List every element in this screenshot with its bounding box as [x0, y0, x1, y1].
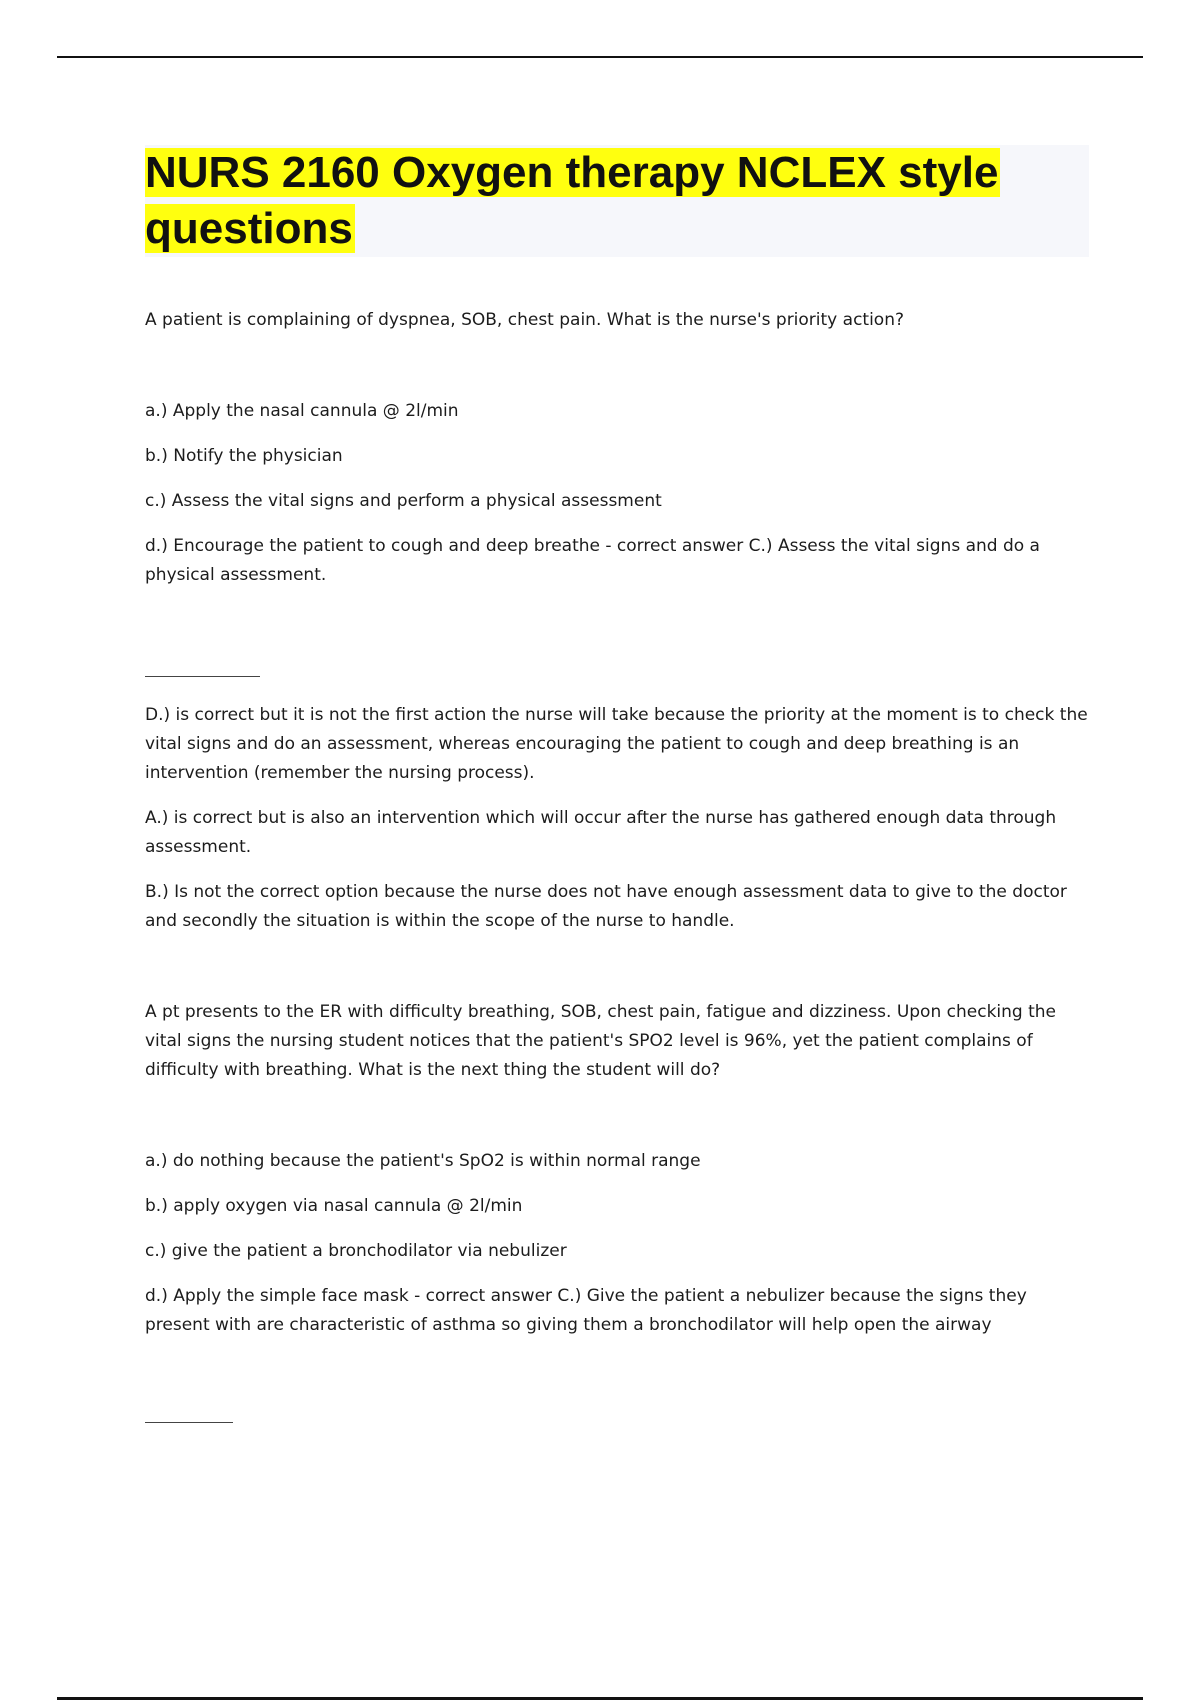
question-2-option-d-answer: d.) Apply the simple face mask - correct answer C.) Give the patient a nebulizer because the signs they present with are characteristic of asthma so giving them a bronchodilator will help open the airway [145, 1286, 1027, 1335]
separator-line-1 [145, 676, 260, 677]
document-body [145, 145, 1089, 1423]
question-1-rationale-a: A.) is correct but is also an intervention which will occur after the nurse has gathered enough data through assessment. [145, 808, 1057, 857]
question-1-option-d-answer: d.) Encourage the patient to cough and deep breathe - correct answer C.) Assess the vital signs and do a physical assessment. [145, 536, 1040, 585]
document-title [145, 145, 1089, 257]
question-1-option-b: b.) Notify the physician [145, 446, 343, 466]
title-block [145, 145, 1089, 257]
page-top-rule [57, 56, 1143, 58]
separator-line-2 [145, 1422, 233, 1423]
question-2-stem: A pt presents to the ER with difficulty breathing, SOB, chest pain, fatigue and dizziness. Upon checking the vital signs the nursing student notices that the patient's SPO2 level is 96%, yet the patient complains of difficulty with breathing. What is the next thing the student will do? [145, 1002, 1057, 1080]
question-2-option-b: b.) apply oxygen via nasal cannula @ 2l/min [145, 1196, 523, 1216]
question-2-option-a: a.) do nothing because the patient's SpO2 is within normal range [145, 1151, 701, 1171]
question-1-rationale-d: D.) is correct but it is not the first action the nurse will take because the priority at the moment is to check the vital signs and do an assessment, whereas encouraging the patient to cough and deep breathing is an intervention (remember the nursing process). [145, 705, 1088, 783]
question-1-option-a: a.) Apply the nasal cannula @ 2l/min [145, 401, 459, 421]
question-1-rationale-b: B.) Is not the correct option because the nurse does not have enough assessment data to give to the doctor and secondly the situation is within the scope of the nurse to handle. [145, 882, 1067, 931]
question-1-option-c: c.) Assess the vital signs and perform a physical assessment [145, 491, 662, 511]
title-highlight: NURS 2160 Oxygen therapy NCLEX style questions [145, 148, 999, 253]
question-2-option-c: c.) give the patient a bronchodilator via nebulizer [145, 1241, 567, 1261]
question-1-stem: A patient is complaining of dyspnea, SOB, chest pain. What is the nurse's priority action? [145, 310, 904, 330]
